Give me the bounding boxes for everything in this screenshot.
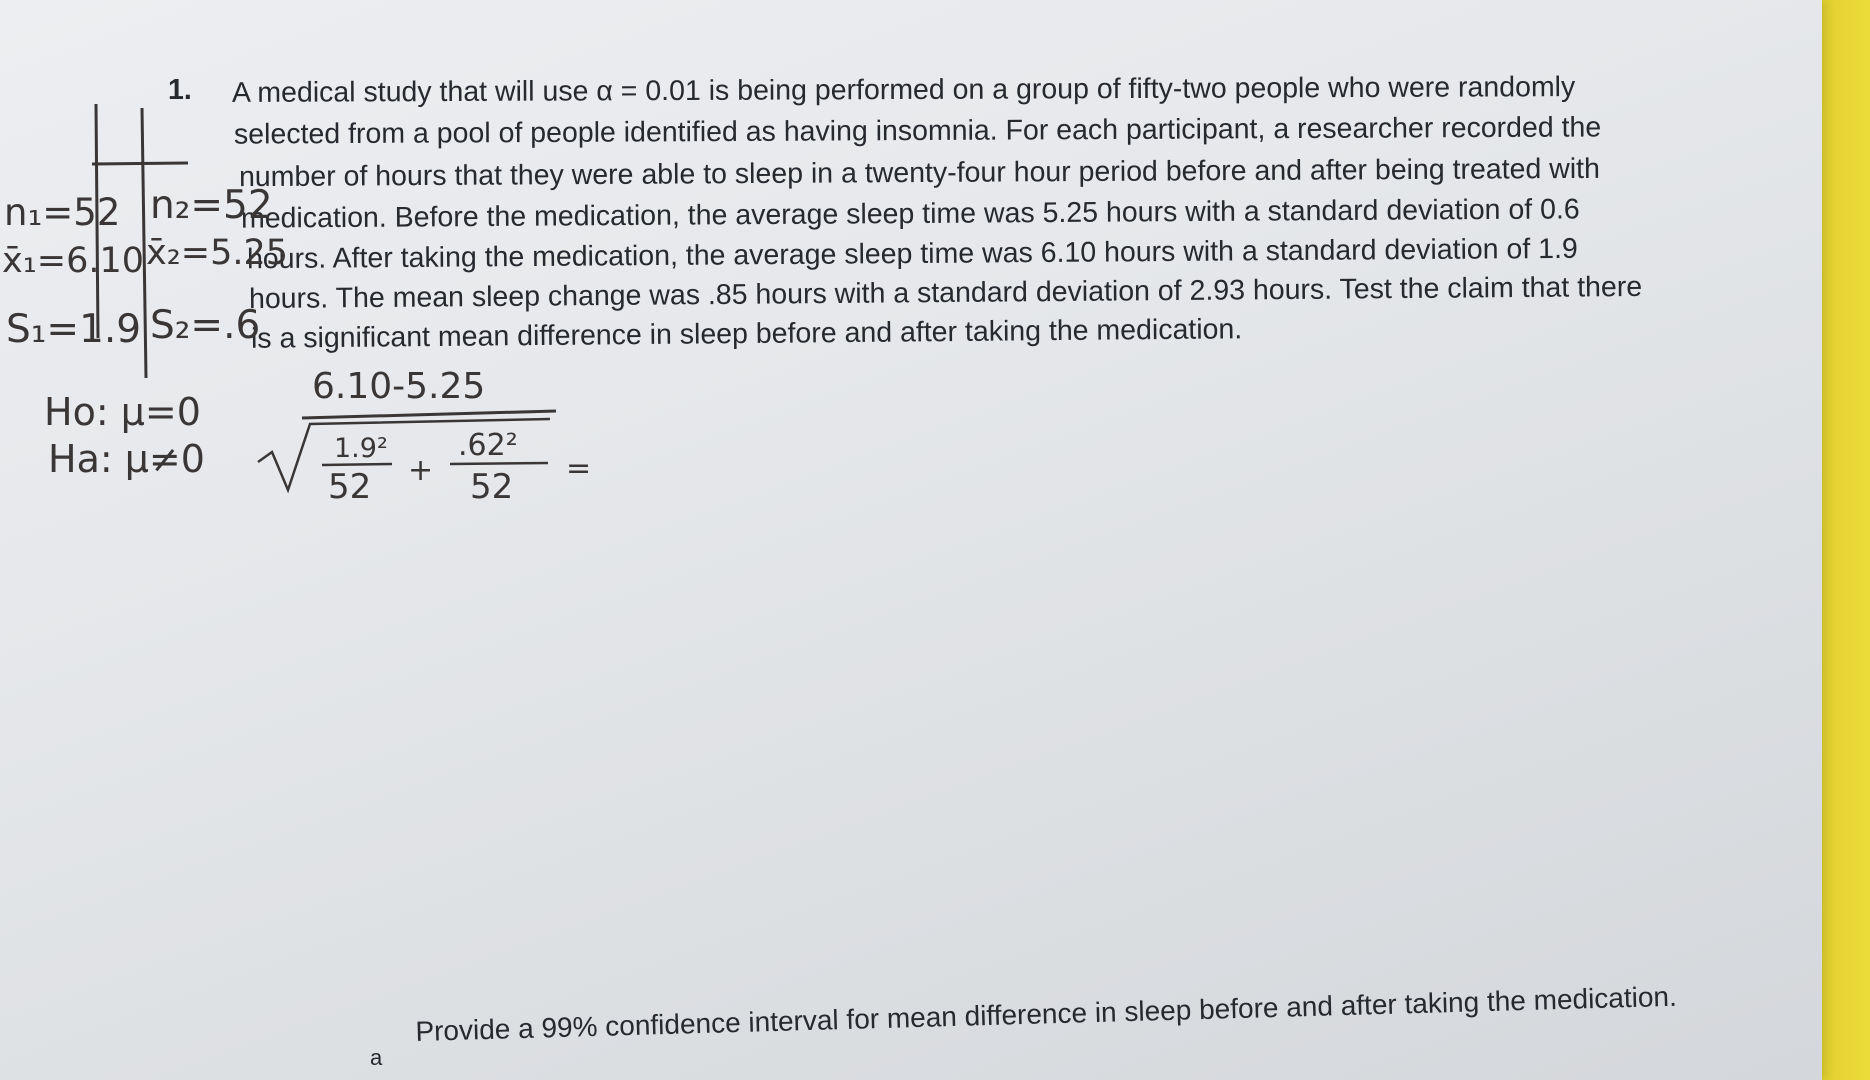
table-horizontal-line xyxy=(92,163,188,164)
problem-line-6: hours. The mean sleep change was .85 hours with a standard deviation of 2.93 hours. Test the claim that there xyxy=(248,270,1643,316)
subquestion-marker: a xyxy=(370,1045,383,1070)
problem-line-4: medication. Before the medication, the average sleep time was 5.25 hours with a standard deviation of 0.6 xyxy=(240,193,1580,235)
term2-denominator: 52 xyxy=(470,467,514,507)
null-hypothesis: Ho: μ=0 xyxy=(44,390,201,434)
problem-line-1: A medical study that will use α = 0.01 is being performed on a group of fifty-two people who were randomly xyxy=(231,71,1576,109)
term1-numerator: 1.9² xyxy=(334,433,388,464)
n1-value: n₁=52 xyxy=(4,191,121,234)
fraction-bar xyxy=(302,411,556,418)
term2-fraction-bar xyxy=(450,463,548,464)
problem-line-3: number of hours that they were able to sleep in a twenty-four hour period before and after being treated with xyxy=(238,152,1600,194)
question-number: 1. xyxy=(168,74,192,106)
alternative-hypothesis: Ha: μ≠0 xyxy=(48,437,205,481)
s1-value: S₁=1.9 xyxy=(6,307,142,352)
problem-line-5: hours. After taking the medication, the average sleep time was 6.10 hours with a standard deviation of 1.9 xyxy=(246,232,1578,276)
xbar2-value: x̄₂=5.25 xyxy=(146,233,288,273)
problem-line-2: selected from a pool of people identified as having insomnia. For each participant, a researcher recorded the xyxy=(233,111,1602,151)
problem-line-7: is a significant mean difference in sleep before and after taking the medication. xyxy=(250,313,1243,355)
formula-numerator: 6.10-5.25 xyxy=(312,366,486,407)
xbar1-value: x̄₁=6.10 xyxy=(2,241,144,281)
plus-sign: + xyxy=(408,453,434,488)
term1-fraction-bar xyxy=(322,464,392,465)
s2-value: S₂=.6 xyxy=(150,303,261,348)
n2-value: n₂=52 xyxy=(150,183,273,228)
term2-numerator: .62² xyxy=(458,428,518,463)
equals-sign: = xyxy=(566,451,592,486)
subquestion-text: Provide a 99% confidence interval for mean difference in sleep before and after taking the medication. xyxy=(415,980,1678,1047)
term1-denominator: 52 xyxy=(328,467,372,507)
